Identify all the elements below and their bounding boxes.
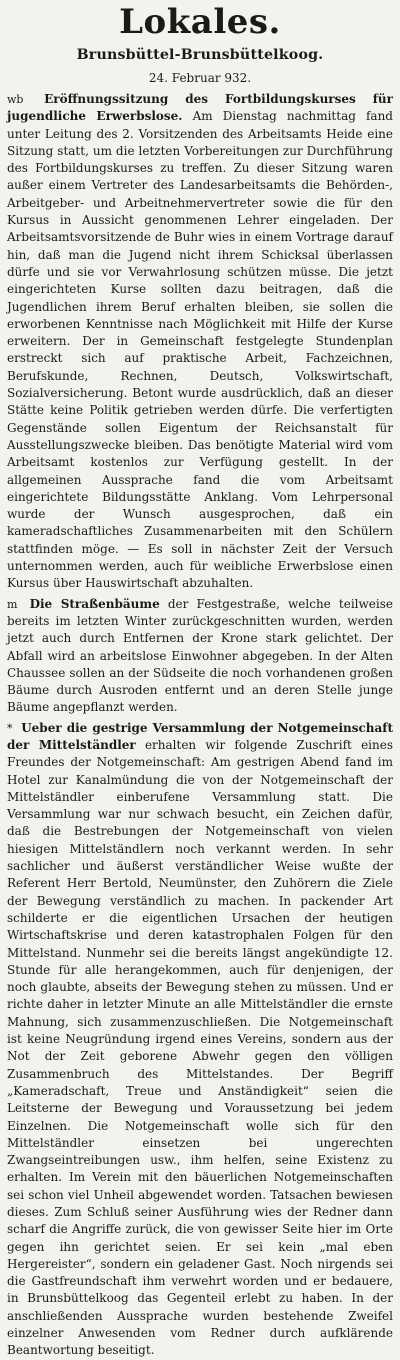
dateline: 24. Februar 932. [148,71,252,85]
article-notgemeinschaft [7,720,393,1360]
article-strassenbaeume [7,596,393,717]
article-body: Am Dienstag nachmittag fand unter Leitung des 2. Vorsitzenden des Arbeitsamts Heide eine Sitzung statt, um die letzten Vorbereitungen zur Durchführung des Fortbildungskurses zu treffen. Zu dieser Sitzung waren außer einem Vertreter des Landesarbeitsamts die Behörden-, Arbeitgeber- und Arbeitnehmervertreter sowie die für den Kursus in Aussicht genommenen Lehrer eingeladen. Der Arbeitsamtsvorsitzende de Buhr wies in einem Vortrage darauf hin, daß man die Jugend nicht ihrem Schicksal überlassen dürfe und sie vor Verwahrlosung schützen müsse. Die jetzt eingerichteten Kurse sollten dazu beitragen, daß die Jugendlichen ihrem Beruf erhalten bleiben, sie sollen die erworbenen Kenntnisse nach Möglichkeit mit Hilfe der Kurse erweitern. Der in Gemeinschaft festgelegte Stundenplan erstreckt sich auf praktische Arbeit, Fachzeichnen, Berufskunde, Rechnen, Deutsch, Volkswirtschaft, Sozialversicherung. Betont wurde ausdrücklich, daß an dieser Stätte keine Politik getrieben werden dürfe. Die verfertigten Gegenstände sollen Eigentum der Reichsanstalt für Ausstellungszwecke bleiben. Das benötigte Material wird vom Arbeitsamt kostenlos zur Verfügung gestellt. In der allgemeinen Aussprache fand die vom Arbeitsamt eingerichtete Bildungsstätte Anklang. Vom Lehrpersonal wurde der Wunsch ausgesprochen, daß ein kameradschaftliches Zusammenarbeiten mit den Schülern stattfinden möge. — Es soll in nächster Zeit der Versuch unternommen werden, auch für weibliche Erwerbslose einen Kursus über Hauswirtschaft abzuhalten. [7,109,393,591]
article-marker: m [7,597,18,611]
section-subtitle: Brunsbüttel-Brunsbüttelkoog. [76,47,324,63]
article-headline: Ueber die gestrige Versammlung der Notgemeinschaft der Mittelständler [7,720,393,752]
section-title: Lokales. [119,2,281,42]
article-headline: Die Straßenbäume [29,596,160,611]
article-body: der Festgestraße, welche teilweise bereits im letzten Winter zurückgeschnitten wurden, werden jetzt auch durch Entfernen der Krone stark gelichtet. Der Abfall wird an arbeitslose Einwohner abgegeben. In der Alten Chaussee sollen an der Südseite die noch vorhandenen großen Bäume durch Ausroden entfernt und an deren Stelle junge Bäume angepflanzt werden. [7,596,393,715]
article-body: erhalten wir folgende Zuschrift eines Freundes der Notgemeinschaft: Am gestrigen Abend fand im Hotel zur Kanalmündung die von der Notgemeinschaft der Mittelständler einberufene Versammlung statt. Die Versammlung war nur schwach besucht, ein Zeichen dafür, daß die Bestrebungen der Notgemeinschaft von vielen hiesigen Mittelständlern noch verkannt werden. In sehr sachlicher und äußerst verständlicher Weise wußte der Referent Herr Bertold, Neumünster, den Zuhörern die Ziele der Bewegung verständlich zu machen. In packender Art schilderte er die eigentlichen Ursachen der heutigen Wirtschaftskrise und deren katastrophalen Folgen für den Mittelstand. Nunmehr sei die bereits längst angekündigte 12. Stunde für alle herangekommen, auch für denjenigen, der noch glaubte, abseits der Bewegung stehen zu müssen. Und er richte daher in letzter Minute an alle Mittelständler die ernste Mahnung, sich zusammenzuschließen. Die Notgemeinschaft ist keine Neugründung irgend eines Vereins, sondern aus der Not der Zeit geborene Abwehr gegen den völligen Zusammenbruch des Mittelstandes. Der Begriff „Kameradschaft, Treue und Anständigkeit“ seien die Leitsterne der Bewegung und Voraussetzung bei jedem Einzelnen. Die Notgemeinschaft wolle sich für den Mittelständler einsetzen bei ungerechten Zwangseintreibungen usw., ihm helfen, seine Existenz zu erhalten. Im Verein mit den bäuerlichen Notgemeinschaften sei schon viel Unheil abgewendet worden. Tatsachen bewiesen dieses. Zum Schluß seiner Ausführung wies der Redner dann scharf die Angriffe zurück, die von gewisser Seite hier im Orte gegen ihn gerichtet seien. Er sei kein „mal eben Hergereister“, sondern ein geladener Gast. Noch nirgends sei die Gastfreundschaft ihm verwehrt worden und er bedauere, in Brunsbüttelkoog das Gegenteil erlebt zu haben. In der anschließenden Aussprache wurden bestehende Zweifel einzelner Anwesenden vom Redner durch aufklärende Beantwortung beseitigt. [7,737,393,1358]
article-marker: * [7,721,13,735]
article-marker: wb [7,93,24,106]
article-headline: Eröffnungssitzung des Fortbildungskurses für jugendliche Erwerbslose. [7,92,393,124]
article-fortbildungskurs [7,91,393,593]
